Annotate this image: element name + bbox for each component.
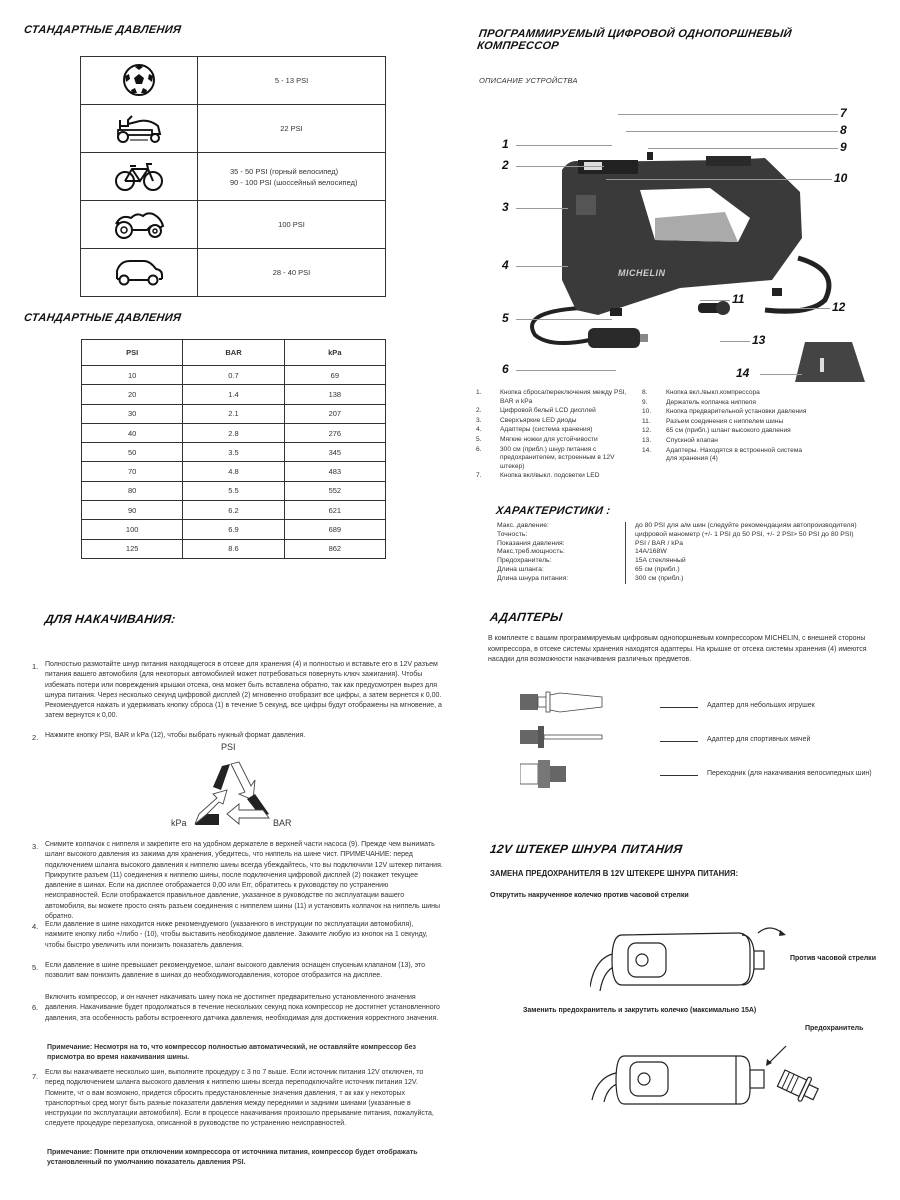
spec-value: 14A/168W <box>635 548 667 556</box>
fuse-replace-illustration <box>590 1030 830 1120</box>
leader-line <box>516 266 568 267</box>
table-cell: 50 <box>82 443 183 462</box>
table-row <box>82 462 386 481</box>
table-cell: 1.4 <box>183 385 284 404</box>
table-row <box>82 366 386 385</box>
inflation-note-1: Примечание: Несмотря на то, что компрессор полностью автоматический, не оставляйте компрессор без присмотра во время накачивания шины. <box>47 1044 416 1062</box>
table-row <box>81 249 386 297</box>
callout-5: 5 <box>502 311 509 325</box>
table-row <box>82 443 386 462</box>
spec-label: Показания давления: <box>497 539 565 547</box>
spec-value: PSI / BAR / kPa <box>635 539 683 547</box>
car-plug-icon <box>590 925 790 995</box>
table-row <box>82 404 386 423</box>
callout-2: 2 <box>502 158 509 172</box>
legend-text: Адаптеры. Находятся в встроенной система для хранения (4) <box>666 446 803 463</box>
step-number: 3. <box>32 842 39 851</box>
table-cell: 345 <box>284 443 385 462</box>
legend-text: Мягкие ножки для устойчивости <box>500 435 598 443</box>
adapter-label-bicycle: Переходник (для накачивания велосипедных шин) <box>707 770 872 777</box>
legend-number: 8. <box>642 389 648 396</box>
table-cell: 2.1 <box>183 404 284 423</box>
spec-value: 15A стеклянный <box>635 557 686 565</box>
leader-line <box>516 208 568 209</box>
legend-text: Адаптеры (система хранения) <box>500 426 593 434</box>
legend-text: Сверхъяркие LED диоды <box>500 416 577 424</box>
ball-needle-icon <box>520 726 602 748</box>
callout-1: 1 <box>502 137 509 151</box>
legend-number: 2. <box>476 407 482 415</box>
brand-logo: MICHELIN <box>618 268 666 278</box>
table-cell: 276 <box>284 423 385 442</box>
leader-line <box>660 741 698 742</box>
spec-label: Макс. давление: <box>497 522 549 529</box>
plug-subheading: ЗАМЕНА ПРЕДОХРАНИТЕЛЯ В 12V ШТЕКЕРЕ ШНУРА ПИТАНИЯ: <box>490 869 739 878</box>
legend-item <box>642 418 812 427</box>
leader-line <box>618 114 838 115</box>
legend-number: 12. <box>642 427 652 435</box>
compressor-illustration <box>480 100 900 390</box>
legend-text: Разъем соединения с ниппелем шины <box>666 417 784 425</box>
fuse-label: Предохранитель <box>805 1025 864 1032</box>
table-cell: 3.5 <box>183 443 284 462</box>
legend-number: 5. <box>476 435 482 443</box>
leader-line <box>660 775 698 776</box>
table-cell: 125 <box>82 539 183 558</box>
leader-line <box>516 166 604 167</box>
callout-10: 10 <box>834 171 848 185</box>
table-row <box>81 105 386 153</box>
legend-item <box>642 408 812 417</box>
table-row <box>81 57 386 105</box>
adapter-label-toys: Адаптер для небольших игрушек <box>707 702 815 709</box>
legend-number: 1. <box>476 389 482 396</box>
spec-values <box>625 522 857 584</box>
table-cell: 6.2 <box>183 501 284 520</box>
specs-heading: ХАРАКТЕРИСТИКИ : <box>495 505 612 517</box>
toy-adapter-icon <box>520 692 602 712</box>
legend-number: 3. <box>476 416 482 424</box>
leader-line <box>760 374 802 375</box>
table-cell: 138 <box>284 385 385 404</box>
specs-table <box>497 522 857 584</box>
legend-text: Спускной клапан <box>666 436 718 444</box>
legend-item <box>476 446 631 472</box>
table-cell: 30 <box>82 404 183 423</box>
table-cell: 689 <box>284 520 385 539</box>
ccw-label: Против часовой стрелки <box>790 955 876 962</box>
legend-number: 13. <box>642 436 652 444</box>
legend-number: 11. <box>642 417 651 425</box>
plug-heading: 12V ШТЕКЕР ШНУРА ПИТАНИЯ <box>489 842 684 856</box>
column-header: kPa <box>284 340 385 366</box>
table-row <box>81 153 386 201</box>
callout-4: 4 <box>502 258 509 272</box>
step-number: 5. <box>32 963 39 972</box>
pressure-heading-2: СТАНДАРТНЫЕ ДАВЛЕНИЯ <box>23 312 183 324</box>
table-row <box>82 423 386 442</box>
table-row <box>82 501 386 520</box>
product-title-line2: КОМПРЕССОР <box>476 40 560 52</box>
legend-number: 14. <box>642 446 652 454</box>
leader-line <box>780 308 830 309</box>
cycle-label-bar: BAR <box>273 818 292 828</box>
car-icon <box>81 249 198 297</box>
callout-6: 6 <box>502 362 509 376</box>
spec-label: Предохранитель: <box>497 557 552 565</box>
leader-line <box>700 300 730 301</box>
pressure-value-mountain: 35 - 50 PSI (горный велосипед) <box>230 166 339 176</box>
ccw-arrow-icon <box>758 928 782 933</box>
leader-line <box>516 319 612 320</box>
spec-value: 65 см (прибл.) <box>635 565 680 573</box>
plug-unscrew-illustration <box>590 925 790 995</box>
parts-legend-left <box>476 389 631 482</box>
table-row <box>82 385 386 404</box>
callout-7: 7 <box>840 106 847 120</box>
legend-text: Кнопка сброса/переключения между PSI, BAR и kPa <box>500 389 627 405</box>
legend-item <box>476 407 631 416</box>
legend-text: 65 см (прибл.) шланг высокого давления <box>666 427 791 435</box>
table-row <box>82 539 386 558</box>
table-cell: 2.8 <box>183 423 284 442</box>
leader-line <box>606 179 832 180</box>
legend-item <box>476 472 631 481</box>
table-cell: 70 <box>82 462 183 481</box>
device-description-subtitle: ОПИСАНИЕ УСТРОЙСТВА <box>479 76 578 85</box>
plug-step-2: Заменить предохранитель и закрутить колечко (максимально 15А) <box>523 1007 757 1014</box>
legend-number: 9. <box>642 398 648 406</box>
callout-12: 12 <box>832 300 846 314</box>
product-title-line1: ПРОГРАММИРУЕМЫЙ ЦИФРОВОЙ ОДНОПОРШНЕВЫЙ <box>478 28 793 40</box>
pressure-value: 22 PSI <box>198 105 386 153</box>
table-cell: 90 <box>82 501 183 520</box>
pressure-conversion-table <box>81 339 386 559</box>
table-cell: 207 <box>284 404 385 423</box>
legend-number: 10. <box>642 408 652 416</box>
pressure-value: 5 - 13 PSI <box>198 57 386 105</box>
leader-line <box>720 341 750 342</box>
step-number: 1. <box>32 662 39 671</box>
legend-text: Кнопка вкл/выкл. подсветки LED <box>500 472 600 480</box>
pressure-heading-1: СТАНДАРТНЫЕ ДАВЛЕНИЯ <box>23 24 183 36</box>
step-text: Если давление в шине находится ниже рекомендуемого (указанного в инструкции по эксплуатации автомобиля), нажмите кнопку либо +/либо - (10), чтобы выставить необходимое давление. Зажмите любую из кнопок на 1 секунду, чтобы быстро увеличить или понизить показатель давления. <box>45 921 428 949</box>
table-row <box>82 481 386 500</box>
step-text: Включить компрессор, и он начнет накачивать шину пока не достигнет предварительно установленного значения давления. Накачивание будет продолжаться в течение нескольких секунд пока компрессор не достигнет установленного давления, эта особенность работы встроенного датчика давления, необходимая для достижения корректного значения. <box>45 994 440 1022</box>
leader-line <box>660 707 698 708</box>
legend-text: Кнопка вкл./выкл.компрессора <box>666 389 760 396</box>
bicycle-icon <box>81 153 198 201</box>
legend-number: 6. <box>476 445 482 453</box>
callout-14: 14 <box>736 366 750 380</box>
legend-number: 7. <box>476 472 482 480</box>
step-text: Нажмите кнопку PSI, BAR и kPa (12), чтобы выбрать нужный формат давления. <box>45 732 306 739</box>
table-cell: 10 <box>82 366 183 385</box>
pressure-value <box>198 153 386 201</box>
legend-item <box>642 447 812 464</box>
spec-label: Длина шланга: <box>497 565 544 573</box>
step-text: Снимите колпачок с ниппеля и закрепите его на удобном держателе в верхней части насоса (9). Прежде чем вынимать шланг высокого давления из зажима для хранения, убедитесь, что ниппель на шине чист. ПРИМЕЧАНИЕ: перед подключением шланга высокого давления к ниппелю шины всегда убеждайтесь, что вы подключили 12V штекер питания. Прикрутите разъем (11) соединения к ниппелю шины, после подключения цифровой дисплей (2) покажет текущее давление в шинах. Если на дисплее отображается 0,00 или Err, обратитесь к руководству по устранению неисправностей. Если отображается правильное давление, указанное в руководстве по эксплуатации вашего автомобиля, вы можете просто снять разъем соединения с ниппелем шины (11) и установить колпачок на ниппель шины обратно. <box>45 841 443 921</box>
pressure-value: 28 - 40 PSI <box>198 249 386 297</box>
legend-text: Кнопка предварительной установки давления <box>666 408 807 416</box>
spec-label: Длина шнура питания: <box>497 574 569 582</box>
column-header: PSI <box>82 340 183 366</box>
callout-8: 8 <box>840 123 847 137</box>
lawn-tractor-icon <box>81 105 198 153</box>
callout-9: 9 <box>840 140 847 154</box>
callout-13: 13 <box>752 333 766 347</box>
inflation-heading: ДЛЯ НАКАЧИВАНИЯ: <box>44 612 177 626</box>
table-cell: 8.6 <box>183 539 284 558</box>
legend-item <box>476 426 631 435</box>
step-number: 6. <box>32 1003 39 1012</box>
pressure-icon-table <box>80 56 386 297</box>
fuse-icon <box>590 1030 830 1120</box>
adapters-heading: АДАПТЕРЫ <box>489 610 564 624</box>
step-text: Если вы накачиваете несколько шин, выполните процедуру с 3 по 7 выше. Если источник питания 12V отключен, то перед подключением шланга высокого давления к ниппелю шины всегда переподключайте источник питания 12V. Помните, чт о вам возможно, придется сбросить предустановленные значения давления, т ак как у некоторых транспортных сред могут быть разные показатели давления между передними и задними шинами (указанные в инструкции по эксплуатации автомобиля). Если в процессе накачивания произошло прерывание питания, пожалуйста, следуете процедуре перезапуска, описанной в руководстве по устранению неисправностей. <box>45 1069 434 1128</box>
legend-text: Держатель колпачка ниппеля <box>666 398 756 406</box>
unit-cycle-diagram <box>165 742 305 842</box>
callout-11: 11 <box>732 292 745 306</box>
soccer-ball-icon <box>81 57 198 105</box>
motorcycle-icon <box>81 201 198 249</box>
spec-label: Точность: <box>497 530 528 538</box>
table-row <box>81 201 386 249</box>
table-cell: 69 <box>284 366 385 385</box>
legend-item <box>642 427 812 436</box>
product-title <box>476 28 792 52</box>
spec-value: цифровой манометр (+/- 1 PSI до 50 PSI, +/- 2 PSI> 50 PSI до 80 PSI) <box>635 530 854 538</box>
adapters-illustration <box>520 690 670 790</box>
column-header: BAR <box>183 340 284 366</box>
legend-number: 4. <box>476 426 482 434</box>
table-cell: 0.7 <box>183 366 284 385</box>
pressure-value-road: 90 - 100 PSI (шоссейный велосипед) <box>230 177 358 187</box>
table-cell: 4.8 <box>183 462 284 481</box>
legend-item <box>642 389 812 398</box>
compressor-icon <box>480 100 900 390</box>
table-cell: 20 <box>82 385 183 404</box>
legend-item <box>476 436 631 445</box>
cycle-label-kpa: kPa <box>171 818 187 828</box>
table-cell: 80 <box>82 481 183 500</box>
leader-line <box>516 370 616 371</box>
legend-item <box>476 389 631 406</box>
legend-text: 300 см (прибл.) шнур питания с предохранителем, встроенным в 12V штекер) <box>500 445 615 470</box>
table-cell: 6.9 <box>183 520 284 539</box>
legend-text: Цифровой белый LCD дисплей <box>500 407 596 415</box>
leader-line <box>626 131 838 132</box>
adapter-label-balls: Адаптер для спортивных мячей <box>707 736 811 743</box>
plug-step-1: Открутить накрученное колечко против часовой стрелки <box>490 892 689 899</box>
leader-line <box>648 148 838 149</box>
table-cell: 100 <box>82 520 183 539</box>
legend-item <box>642 437 812 446</box>
inflation-note-2: Примечание: Помните при отключении компрессора от источника питания, компрессор будет отображать установленный по умолчанию показатель давления PSI. <box>47 1149 418 1167</box>
bicycle-valve-adapter-icon <box>520 760 566 788</box>
callout-3: 3 <box>502 200 509 214</box>
table-cell: 552 <box>284 481 385 500</box>
table-cell: 40 <box>82 423 183 442</box>
legend-item <box>642 399 812 408</box>
legend-item <box>476 417 631 426</box>
spec-value: 300 см (прибл.) <box>635 574 684 582</box>
spec-label: Макс.треб.мощность: <box>497 548 565 556</box>
step-text: Полностью размотайте шнур питания находящегося в отсеке для хранения (4) и полностью и вставьте его в 12V разъем питания вашего автомобиля (для некоторых автомобилей может потребоваться повернуть ключ зажигания). Чтобы избежать потери или повреждения крышки отсека, она может быть вставлена обратно, так как предусмотрен вырез для шнура питания. Через несколько секунд цифровой дисплей (2) мгновенно отобразит все цифры, а затем вернется к 0,00. Рекомендуется нажать и удерживать кнопку сброса (1) в течение 5 секунд, все цифры будут отображены на мгновение, а затем вернутся к 0,00. <box>45 661 442 720</box>
table-header-row <box>82 340 386 366</box>
table-cell: 862 <box>284 539 385 558</box>
step-number: 4. <box>32 922 39 931</box>
spec-labels <box>497 522 625 584</box>
pressure-value: 100 PSI <box>198 201 386 249</box>
cycle-label-psi: PSI <box>221 742 236 752</box>
table-cell: 621 <box>284 501 385 520</box>
table-cell: 5.5 <box>183 481 284 500</box>
step-text: Если давление в шине превышает рекомендуемое, шланг высокого давления оснащен спускным клапаном (13), это позволит вам понизить давление в шинах до необходимогодавления, которое отобразится на дисплее. <box>45 962 426 980</box>
adapters-intro: В комплекте с вашим программируемым цифровым однопоршневым компрессором MICHELIN, с внешней стороны компрессора, в отсеке системы хранения находятся адаптеры. На крышке от отсека системы хранения (4) имеются насадки для возможности накачивания различных предметов. <box>488 635 867 663</box>
step-number: 2. <box>32 733 39 742</box>
parts-legend-right <box>642 389 812 465</box>
spec-value: до 80 PSI для а/м шин (следуйте рекомендациям автопроизводителя) <box>635 522 857 529</box>
step-number: 7. <box>32 1072 39 1081</box>
table-cell: 483 <box>284 462 385 481</box>
leader-line <box>516 145 612 146</box>
table-row <box>82 520 386 539</box>
